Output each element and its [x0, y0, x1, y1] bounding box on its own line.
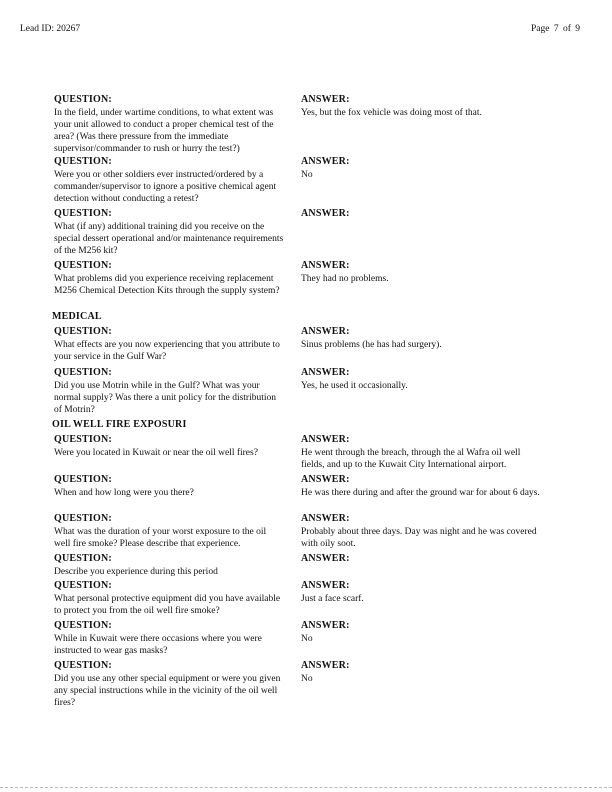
answer-label: ANSWER: — [301, 208, 350, 219]
question-label: QUESTION: — [54, 434, 112, 445]
question-block — [54, 367, 284, 416]
question-label: QUESTION: — [54, 156, 112, 167]
answer-block — [301, 513, 541, 550]
answer-label: ANSWER: — [301, 580, 350, 591]
page-indicator — [531, 24, 580, 34]
question-text: Did you use Motrin while in the Gulf? What was your normal supply? Was there a unit policy for the distribution of Motrin? — [54, 381, 277, 415]
answer-label: ANSWER: — [301, 434, 350, 445]
answer-label: ANSWER: — [301, 94, 350, 105]
answer-block — [301, 474, 541, 499]
answer-label: ANSWER: — [301, 660, 350, 671]
question-block — [54, 326, 284, 363]
answer-text: They had no problems. — [301, 274, 389, 284]
question-text: While in Kuwait were there occasions where you were instructed to wear gas masks? — [54, 634, 262, 656]
answer-text: No — [301, 170, 313, 180]
question-block — [54, 474, 284, 499]
question-label: QUESTION: — [54, 260, 112, 271]
question-label: QUESTION: — [54, 94, 112, 105]
question-text: What was the duration of your worst exposure to the oil well fire smoke? Please describe that experience. — [54, 527, 267, 549]
question-label: QUESTION: — [54, 367, 112, 378]
answer-block — [301, 660, 541, 685]
answer-label: ANSWER: — [301, 326, 350, 337]
answer-text: Yes, but the fox vehicle was doing most of that. — [301, 108, 482, 118]
question-label: QUESTION: — [54, 326, 112, 337]
question-label: QUESTION: — [54, 660, 112, 671]
question-block — [54, 580, 284, 617]
answer-text: No — [301, 634, 313, 644]
answer-block — [301, 94, 541, 119]
question-block — [54, 434, 284, 459]
question-text: Were you or other soldiers ever instructed/ordered by a commander/supervisor to ignore a positive chemical agent detection without conducting a retest? — [54, 170, 277, 204]
answer-text: He went through the breach, through the al Wafra oil well fields, and up to the Kuwait City International airport. — [301, 448, 521, 470]
page-number: 7 — [553, 24, 559, 34]
answer-text: No — [301, 674, 313, 684]
question-block — [54, 553, 284, 578]
answer-block — [301, 156, 541, 181]
question-block — [54, 156, 284, 205]
answer-text: Yes, he used it occasionally. — [301, 381, 408, 391]
section-heading-oil-well: OIL WELL FIRE EXPOSURI — [52, 419, 187, 430]
question-label: QUESTION: — [54, 474, 112, 485]
question-label: QUESTION: — [54, 513, 112, 524]
lead-id: Lead ID: 20267 — [20, 24, 81, 34]
answer-block — [301, 208, 541, 221]
answer-text: Just a face scarf. — [301, 594, 364, 604]
answer-block — [301, 260, 541, 285]
question-block — [54, 94, 284, 155]
answer-block — [301, 620, 541, 645]
question-text: What (if any) additional training did you receive on the special dessert operational and/or maintenance requirements of the M256 kit? — [54, 222, 284, 256]
question-block — [54, 513, 284, 550]
question-text: What problems did you experience receiving replacement M256 Chemical Detection Kits through the supply system? — [54, 274, 280, 296]
question-text: When and how long were you there? — [54, 488, 194, 498]
question-block — [54, 660, 284, 709]
footer-rule — [0, 787, 612, 789]
answer-text: He was there during and after the ground war for about 6 days. — [301, 488, 540, 498]
question-block — [54, 260, 284, 297]
answer-label: ANSWER: — [301, 156, 350, 167]
answer-block — [301, 553, 541, 566]
question-text: What personal protective equipment did you have available to protect you from the oil well fire smoke? — [54, 594, 281, 616]
question-block — [54, 208, 284, 257]
answer-label: ANSWER: — [301, 260, 350, 271]
question-text: Describe you experience during this period — [54, 567, 218, 577]
section-heading-medical: MEDICAL — [52, 311, 102, 322]
answer-label: ANSWER: — [301, 513, 350, 524]
page-label: Page — [530, 24, 550, 34]
of-label: of — [562, 24, 571, 34]
question-text: Did you use any other special equipment or were you given any special instructions while in the vicinity of the oil well fires? — [54, 674, 281, 708]
question-label: QUESTION: — [54, 620, 112, 631]
question-text: In the field, under wartime conditions, to what extent was your unit allowed to conduct a proper chemical test of the area? (Was there pressure from the immediate supervisor/commander to rush or hurry the test?) — [54, 108, 274, 154]
question-label: QUESTION: — [54, 580, 112, 591]
question-text: What effects are you now experiencing that you attribute to your service in the Gulf War? — [54, 340, 280, 362]
question-label: QUESTION: — [54, 208, 112, 219]
answer-label: ANSWER: — [301, 474, 350, 485]
answer-block — [301, 580, 541, 605]
question-block — [54, 620, 284, 657]
page-total: 9 — [575, 24, 580, 34]
answer-text: Probably about three days. Day was night and he was covered with oily soot. — [301, 527, 537, 549]
answer-label: ANSWER: — [301, 620, 350, 631]
answer-text: Sinus problems (he has had surgery). — [301, 340, 442, 350]
answer-label: ANSWER: — [301, 553, 350, 564]
question-label: QUESTION: — [54, 553, 112, 564]
question-text: Were you located in Kuwait or near the oil well fires? — [54, 448, 258, 458]
answer-label: ANSWER: — [301, 367, 350, 378]
answer-block — [301, 367, 541, 392]
answer-block — [301, 434, 541, 471]
answer-block — [301, 326, 541, 351]
